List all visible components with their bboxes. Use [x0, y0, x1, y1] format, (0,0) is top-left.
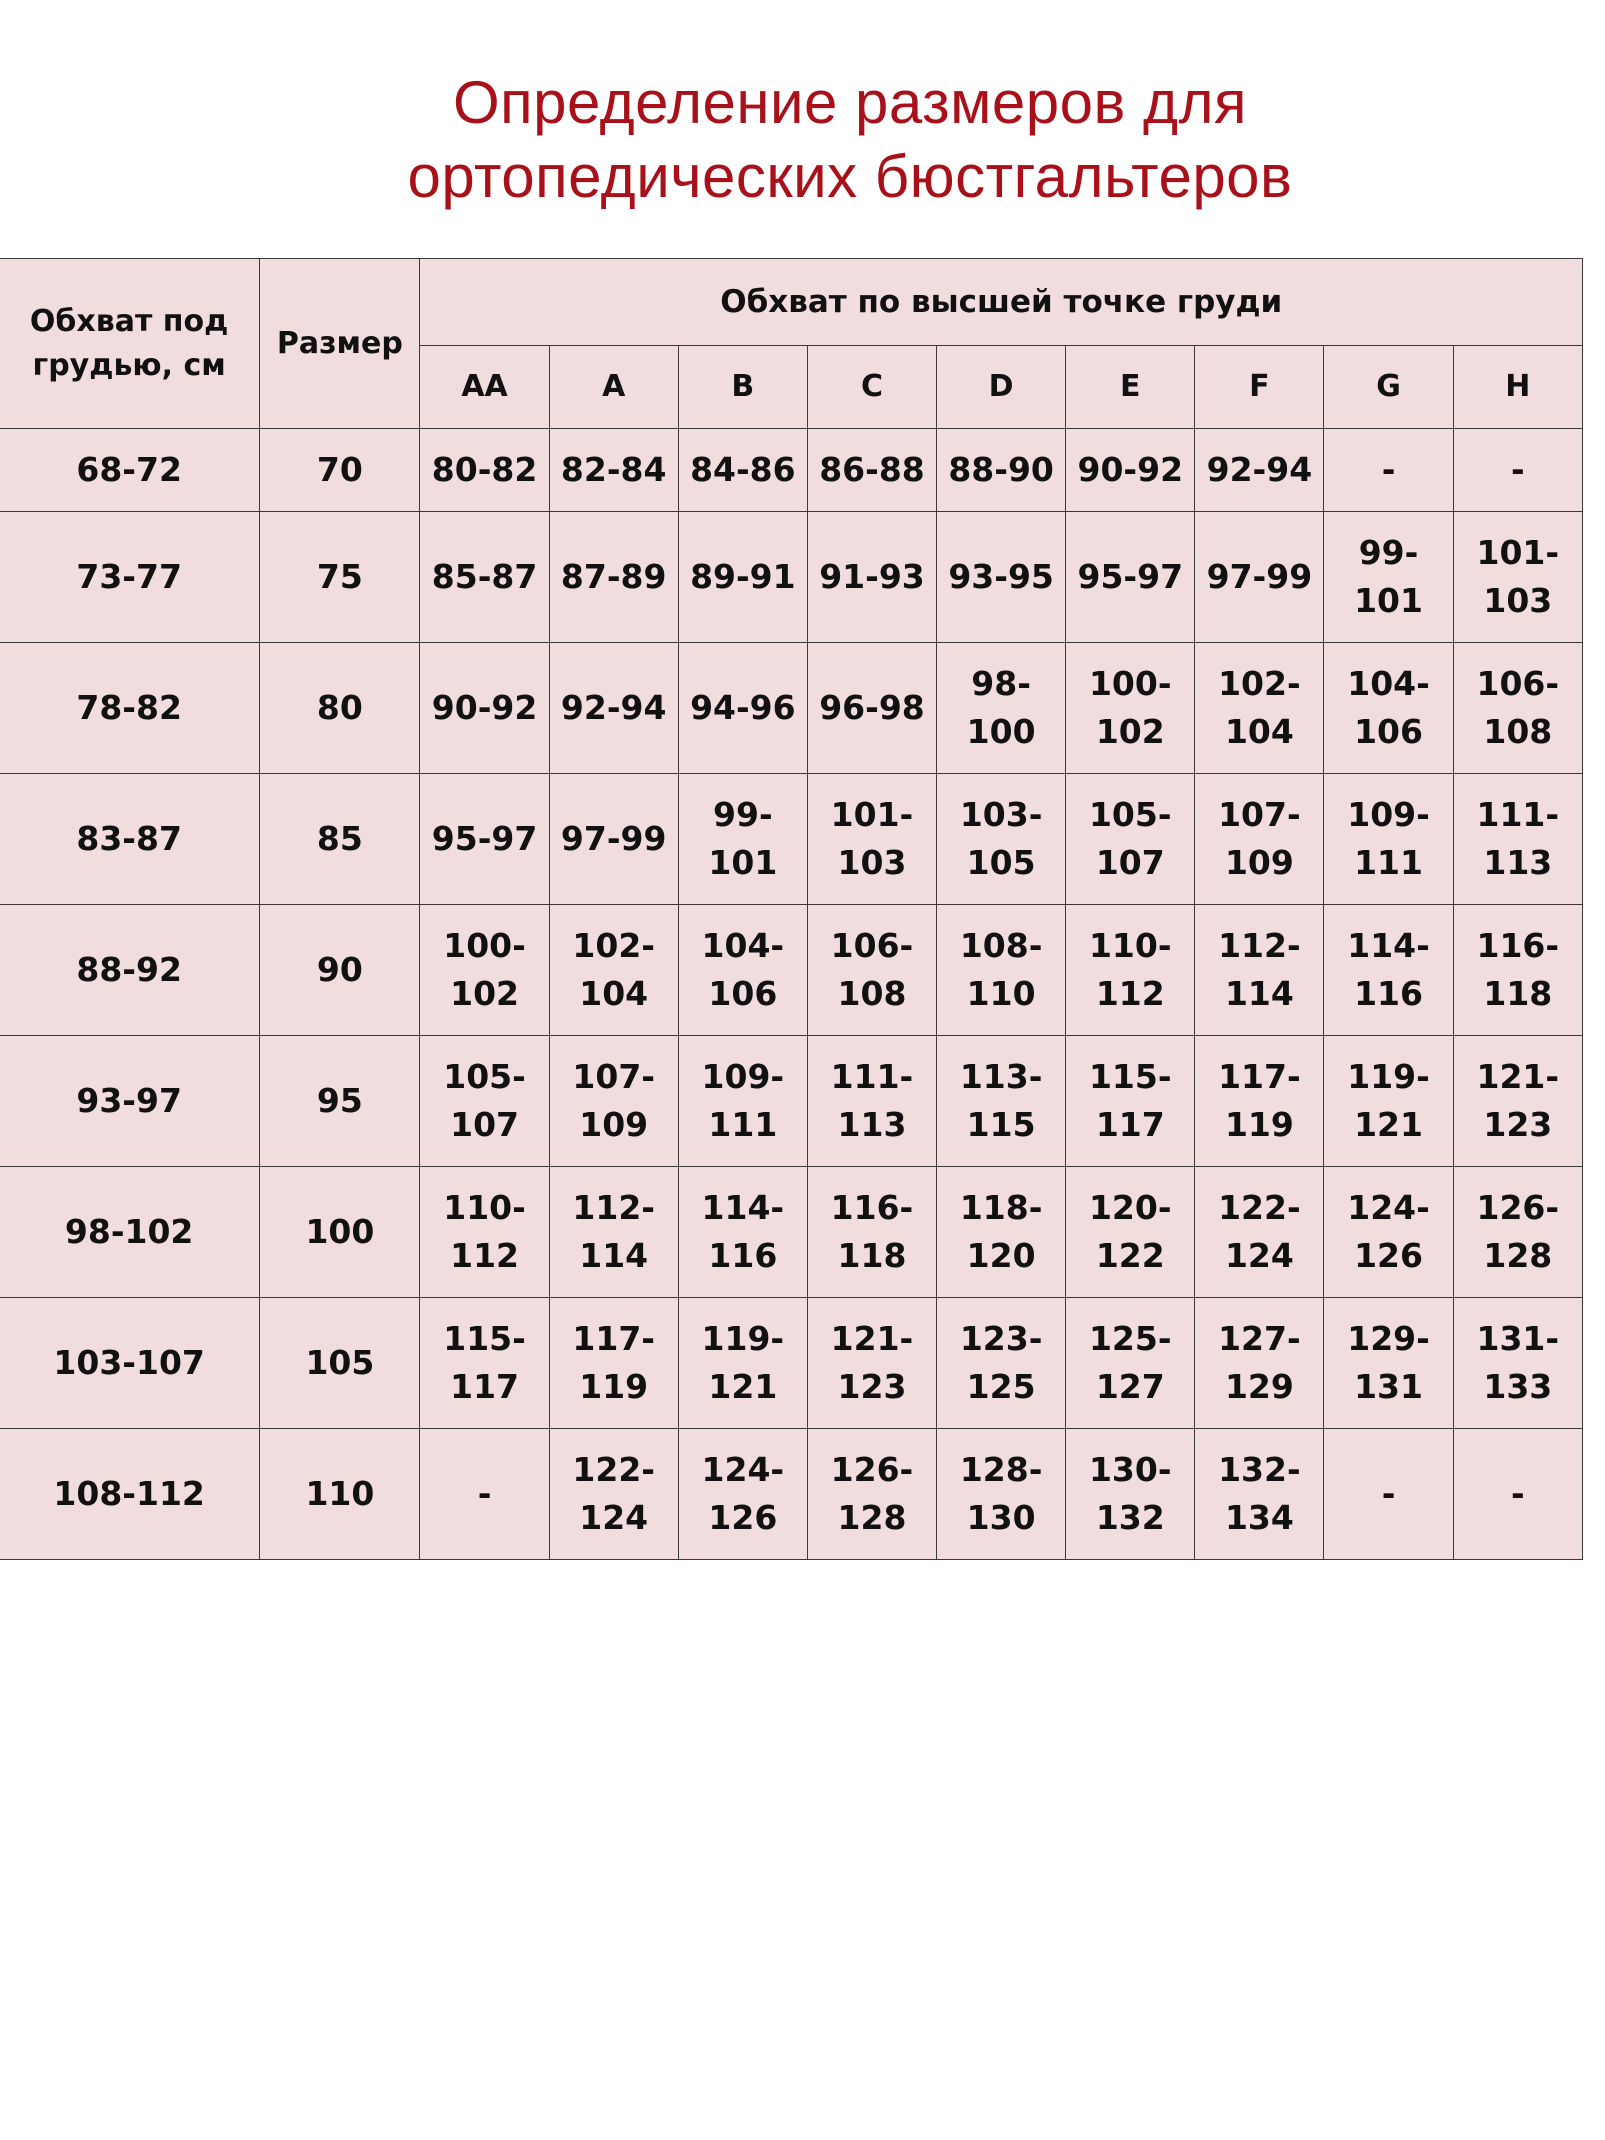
- bust-range-cell: -: [1453, 429, 1582, 512]
- cup-header-f: F: [1195, 346, 1324, 429]
- size-cell: 70: [260, 429, 420, 512]
- bust-range-cell: 101- 103: [807, 774, 936, 905]
- bust-range-cell: 126- 128: [1453, 1167, 1582, 1298]
- bust-range-cell: 117- 119: [1195, 1036, 1324, 1167]
- underbust-cell: 78-82: [0, 643, 260, 774]
- bust-range-cell: 88-90: [937, 429, 1066, 512]
- bust-range-cell: 113- 115: [937, 1036, 1066, 1167]
- cup-header-g: G: [1324, 346, 1453, 429]
- bust-range-cell: 96-98: [807, 643, 936, 774]
- bust-range-cell: 101- 103: [1453, 512, 1582, 643]
- bust-range-cell: 108- 110: [937, 905, 1066, 1036]
- bust-range-cell: 86-88: [807, 429, 936, 512]
- bust-range-cell: 92-94: [1195, 429, 1324, 512]
- bust-range-cell: 111- 113: [1453, 774, 1582, 905]
- cup-header-d: D: [937, 346, 1066, 429]
- bust-range-cell: 119- 121: [678, 1298, 807, 1429]
- table-row: [0, 1036, 1583, 1167]
- underbust-cell: 98-102: [0, 1167, 260, 1298]
- bust-range-cell: 110- 112: [420, 1167, 549, 1298]
- bust-range-cell: -: [420, 1429, 549, 1560]
- bust-range-cell: 117- 119: [549, 1298, 678, 1429]
- cup-header-aa: AA: [420, 346, 549, 429]
- bust-range-cell: 118- 120: [937, 1167, 1066, 1298]
- bust-range-cell: 122- 124: [549, 1429, 678, 1560]
- header-bust-group: Обхват по высшей точке груди: [420, 259, 1583, 346]
- bust-range-cell: 80-82: [420, 429, 549, 512]
- bust-range-cell: 121- 123: [807, 1298, 936, 1429]
- bust-range-cell: 100- 102: [420, 905, 549, 1036]
- bust-range-cell: 114- 116: [1324, 905, 1453, 1036]
- bust-range-cell: 116- 118: [1453, 905, 1582, 1036]
- bust-range-cell: 102- 104: [1195, 643, 1324, 774]
- bust-range-cell: 114- 116: [678, 1167, 807, 1298]
- bust-range-cell: 122- 124: [1195, 1167, 1324, 1298]
- size-cell: 110: [260, 1429, 420, 1560]
- bust-range-cell: 97-99: [549, 774, 678, 905]
- bust-range-cell: 100- 102: [1066, 643, 1195, 774]
- bust-range-cell: 123- 125: [937, 1298, 1066, 1429]
- bust-range-cell: 128- 130: [937, 1429, 1066, 1560]
- header-size: Размер: [260, 259, 420, 429]
- bust-range-cell: -: [1324, 1429, 1453, 1560]
- underbust-cell: 68-72: [0, 429, 260, 512]
- bust-range-cell: 132- 134: [1195, 1429, 1324, 1560]
- underbust-cell: 103-107: [0, 1298, 260, 1429]
- bust-range-cell: -: [1324, 429, 1453, 512]
- bust-range-cell: 115- 117: [420, 1298, 549, 1429]
- bust-range-cell: 115- 117: [1066, 1036, 1195, 1167]
- bust-range-cell: 106- 108: [807, 905, 936, 1036]
- cup-header-h: H: [1453, 346, 1582, 429]
- bust-range-cell: 109- 111: [678, 1036, 807, 1167]
- bust-range-cell: 105- 107: [420, 1036, 549, 1167]
- cup-header-e: E: [1066, 346, 1195, 429]
- bust-range-cell: 105- 107: [1066, 774, 1195, 905]
- size-cell: 75: [260, 512, 420, 643]
- bust-range-cell: 120- 122: [1066, 1167, 1195, 1298]
- bust-range-cell: 131- 133: [1453, 1298, 1582, 1429]
- size-cell: 100: [260, 1167, 420, 1298]
- bust-range-cell: 107- 109: [549, 1036, 678, 1167]
- title-line-1: Определение размеров для: [452, 69, 1248, 136]
- bust-range-cell: 130- 132: [1066, 1429, 1195, 1560]
- bust-range-cell: 126- 128: [807, 1429, 936, 1560]
- bust-range-cell: 84-86: [678, 429, 807, 512]
- bust-range-cell: 102- 104: [549, 905, 678, 1036]
- bust-range-cell: 116- 118: [807, 1167, 936, 1298]
- bust-range-cell: 124- 126: [1324, 1167, 1453, 1298]
- cup-header-a: A: [549, 346, 678, 429]
- cup-header-b: B: [678, 346, 807, 429]
- table-row: [0, 643, 1583, 774]
- bust-range-cell: 111- 113: [807, 1036, 936, 1167]
- bust-range-cell: 127- 129: [1195, 1298, 1324, 1429]
- bust-range-cell: 104- 106: [678, 905, 807, 1036]
- bust-range-cell: 109- 111: [1324, 774, 1453, 905]
- bust-range-cell: 106- 108: [1453, 643, 1582, 774]
- bust-range-cell: 93-95: [937, 512, 1066, 643]
- underbust-cell: 93-97: [0, 1036, 260, 1167]
- bust-range-cell: 110- 112: [1066, 905, 1195, 1036]
- bust-range-cell: 103- 105: [937, 774, 1066, 905]
- bust-range-cell: 125- 127: [1066, 1298, 1195, 1429]
- bust-range-cell: 94-96: [678, 643, 807, 774]
- table-row: [0, 1429, 1583, 1560]
- size-cell: 105: [260, 1298, 420, 1429]
- bust-range-cell: 95-97: [420, 774, 549, 905]
- underbust-cell: 88-92: [0, 905, 260, 1036]
- bust-range-cell: 112- 114: [549, 1167, 678, 1298]
- bust-range-cell: 90-92: [420, 643, 549, 774]
- underbust-cell: 73-77: [0, 512, 260, 643]
- title-line-2: ортопедических бюстгальтеров: [407, 143, 1293, 210]
- cup-header-c: C: [807, 346, 936, 429]
- bust-range-cell: 92-94: [549, 643, 678, 774]
- underbust-cell: 108-112: [0, 1429, 260, 1560]
- table-row: [0, 1298, 1583, 1429]
- bust-range-cell: 129- 131: [1324, 1298, 1453, 1429]
- size-cell: 80: [260, 643, 420, 774]
- page-title: [0, 66, 1605, 214]
- bust-range-cell: 90-92: [1066, 429, 1195, 512]
- bust-range-cell: 82-84: [549, 429, 678, 512]
- bust-range-cell: 112- 114: [1195, 905, 1324, 1036]
- size-cell: 95: [260, 1036, 420, 1167]
- bust-range-cell: 89-91: [678, 512, 807, 643]
- table-row: [0, 905, 1583, 1036]
- bust-range-cell: 99- 101: [678, 774, 807, 905]
- table-row: [0, 512, 1583, 643]
- table-body: [0, 429, 1583, 1560]
- bust-range-cell: 104- 106: [1324, 643, 1453, 774]
- size-cell: 90: [260, 905, 420, 1036]
- bust-range-cell: 91-93: [807, 512, 936, 643]
- bust-range-cell: 119- 121: [1324, 1036, 1453, 1167]
- bust-range-cell: 97-99: [1195, 512, 1324, 643]
- bust-range-cell: 99- 101: [1324, 512, 1453, 643]
- table-row: [0, 774, 1583, 905]
- table-row: [0, 1167, 1583, 1298]
- size-table: [0, 258, 1583, 1560]
- underbust-cell: 83-87: [0, 774, 260, 905]
- bust-range-cell: 124- 126: [678, 1429, 807, 1560]
- bust-range-cell: 85-87: [420, 512, 549, 643]
- bust-range-cell: 121- 123: [1453, 1036, 1582, 1167]
- header-underbust: Обхват под грудью, см: [0, 259, 260, 429]
- size-cell: 85: [260, 774, 420, 905]
- bust-range-cell: 98- 100: [937, 643, 1066, 774]
- table-row: [0, 429, 1583, 512]
- bust-range-cell: 95-97: [1066, 512, 1195, 643]
- bust-range-cell: 87-89: [549, 512, 678, 643]
- bust-range-cell: 107- 109: [1195, 774, 1324, 905]
- bust-range-cell: -: [1453, 1429, 1582, 1560]
